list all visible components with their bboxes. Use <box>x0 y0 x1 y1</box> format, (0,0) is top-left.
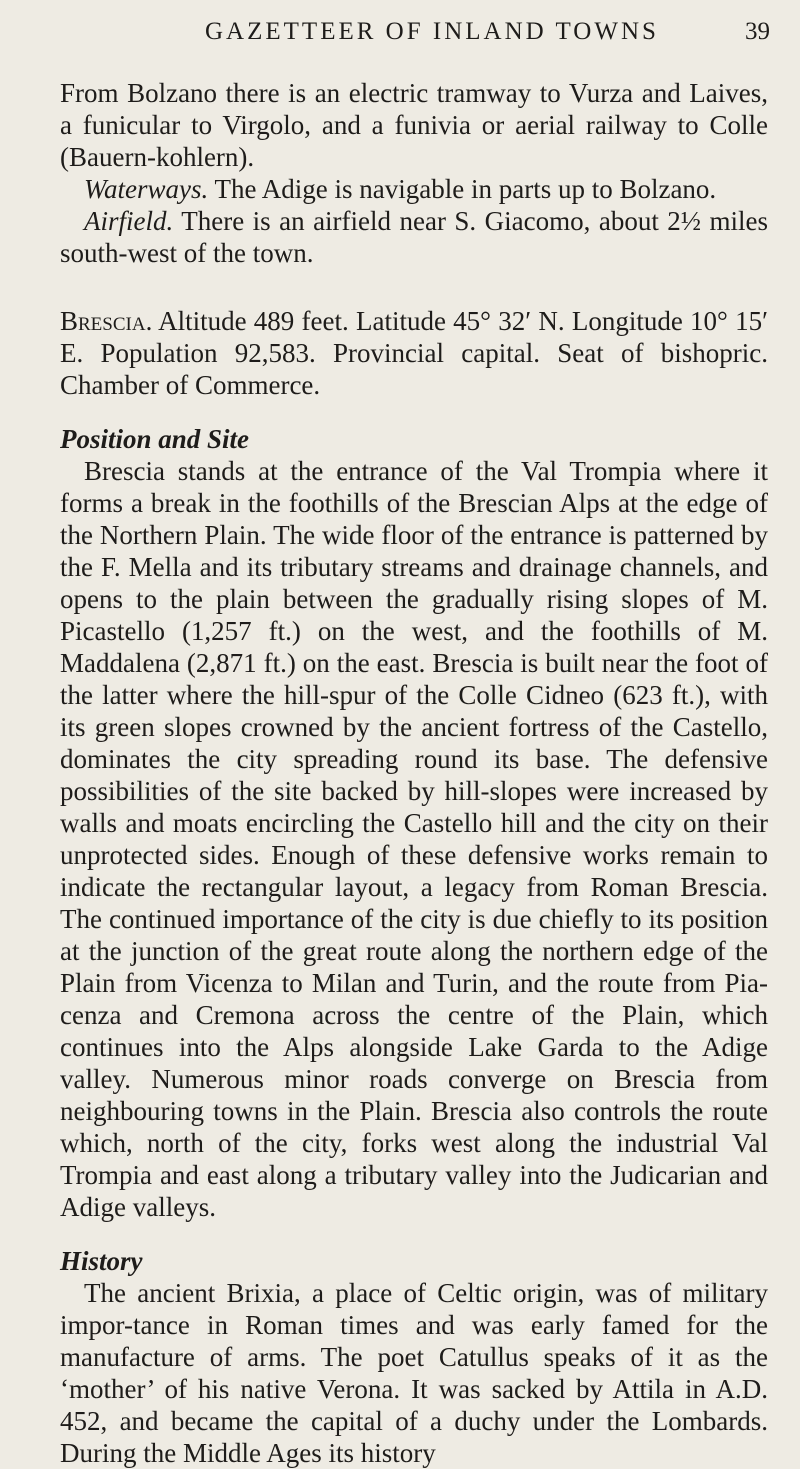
waterways-lead: Waterways. <box>84 174 209 204</box>
brescia-intro-paragraph <box>60 305 768 401</box>
airfield-lead: Airfield. <box>84 206 174 236</box>
brescia-intro-text: Altitude 489 feet. Latitude 45° 32′ N. Longitude 10° 15′ E. Population 92,583. Provincial capital. Seat of bishopric. Chamber of Commerce. <box>60 306 768 400</box>
section-gap <box>60 401 768 423</box>
body-text <box>60 77 768 1469</box>
waterways-paragraph <box>60 173 768 205</box>
airfield-paragraph <box>60 205 768 269</box>
bolzano-tramway-paragraph: From Bolzano there is an electric tramway to Vurza and Laives, a funicular to Virgolo, and a funivia or aerial railway to Colle (Bauern-kohlern). <box>60 78 768 172</box>
running-header <box>0 18 800 58</box>
position-paragraph: Brescia stands at the entrance of the Val Trompia where it forms a break in the foothills of the Brescian Alps at the edge of the Northern Plain. The wide floor of the entrance is patterned by the F. Mella and its tributary streams and drainage channels, and opens to the plain between the gradually rising slopes of M. Picastello (1,257 ft.) on the west, and the foothills of M. Maddalena (2,871 ft.) on the east. Brescia is built near the foot of the latter where the hill-spur of the Colle Cidneo (623 ft.), with its green slopes crowned by the ancient fortress of the Castello, dominates the city spreading round its base. The defensive possibilities of the site backed by hill-slopes were increased by walls and moats encircling the Castello hill and the city on their unprotected sides. Enough of these defensive works remain to indicate the rectangular layout, a legacy from Roman Brescia. The continued importance of the city is due chiefly to its position at the junction of the great route along the northern edge of the Plain from Vicenza to Milan and Turin, and the route from Pia-cenza and Cremona across the centre of the Plain, which continues into the Alps alongside Lake Garda to the Adige valley. Numerous minor roads converge on Brescia from neighbouring towns in the Plain. Brescia also controls the route which, north of the city, forks west along the industrial Val Trompia and east along a tributary valley into the Judicarian and Adige valleys. <box>60 456 768 1222</box>
position-heading: Position and Site <box>60 424 250 454</box>
waterways-text: The Adige is navigable in parts up to Bolzano. <box>214 174 717 204</box>
brescia-name: Brescia. <box>60 306 153 336</box>
airfield-text: There is an airfield near S. Giacomo, about 2½ miles south-west of the town. <box>60 206 768 268</box>
page-number: 39 <box>745 18 770 45</box>
history-heading: History <box>60 1246 143 1276</box>
section-gap <box>60 269 768 305</box>
running-title: GAZETTEER OF INLAND TOWNS <box>205 18 659 45</box>
history-paragraph: The ancient Brixia, a place of Celtic origin, was of military impor-tance in Roman times and was early famed for the manufacture of arms. The poet Catullus speaks of it as the ‘mother’ of his native Verona. It was sacked by Attila in A.D. 452, and became the capital of a duchy under the Lombards. During the Middle Ages its history <box>60 1278 768 1468</box>
section-gap <box>60 1223 768 1245</box>
